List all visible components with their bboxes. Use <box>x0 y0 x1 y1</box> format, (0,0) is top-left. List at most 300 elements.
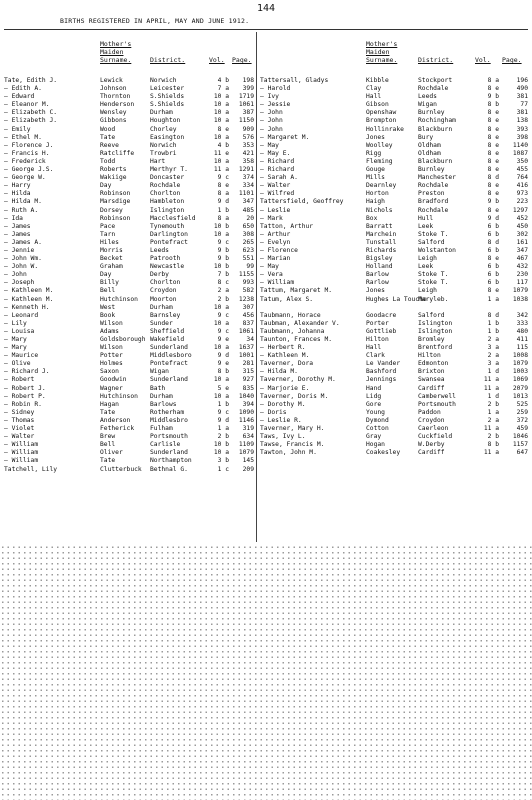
register-entry <box>4 263 254 271</box>
entry-page: 308 <box>242 230 254 238</box>
entry-volume: 9 b <box>487 93 499 101</box>
entry-volume: 8 e <box>487 255 499 263</box>
entry-volume: 9 c <box>217 311 229 319</box>
entry-name: — Evelyn <box>260 238 291 246</box>
register-entry <box>4 376 254 384</box>
register-entry <box>260 287 530 295</box>
register-entry <box>4 134 254 142</box>
register-entry <box>260 376 530 384</box>
entry-name: Tattersall, Gladys <box>260 77 329 84</box>
entry-mother-surname: Anderson <box>100 416 131 424</box>
register-entry <box>4 247 254 255</box>
entry-volume: 6 b <box>487 230 499 238</box>
mother-header: Mother's Maiden Surname. <box>366 40 398 64</box>
entry-mother-surname: Robinson <box>100 190 131 198</box>
entry-name: — Thomas <box>4 416 35 424</box>
register-entry <box>4 198 254 206</box>
entry-name: — Lily <box>4 319 27 327</box>
entry-mother-surname: Haigh <box>366 198 385 206</box>
entry-name: — Dorothy M. <box>260 400 306 408</box>
entry-page: 230 <box>516 271 528 279</box>
register-entry <box>260 255 530 263</box>
entry-volume: 2 a <box>487 352 499 360</box>
entry-name: — Margaret M. <box>260 133 310 141</box>
entry-district: Sunderland <box>150 344 188 352</box>
entry-volume: 1 d <box>487 392 499 400</box>
entry-name: — Joseph <box>4 279 35 287</box>
entry-district: Middlesboro <box>150 352 192 360</box>
entry-page: 350 <box>516 157 528 165</box>
entry-district: Rochdale <box>418 85 449 93</box>
entry-name: — Leslie <box>260 206 291 214</box>
register-entry <box>260 433 530 441</box>
entry-page: 1003 <box>512 368 528 376</box>
register-entry <box>260 360 530 368</box>
entry-mother-surname: Rarlow <box>366 279 389 287</box>
entry-name: — John Wm. <box>4 255 42 263</box>
entry-district: Durham <box>150 392 173 400</box>
entry-name: — George J.S. <box>4 166 54 174</box>
entry-district: Cuckfield <box>418 433 453 441</box>
entry-district: Islington <box>418 327 453 335</box>
entry-name: — Harold <box>260 85 291 93</box>
entry-volume: 11 a <box>483 384 499 392</box>
entry-mother-surname: Porter <box>366 319 389 327</box>
entry-page: 421 <box>242 149 254 157</box>
entry-mother-surname: Dymond <box>366 416 389 424</box>
entry-volume: 2 b <box>217 295 229 303</box>
entry-volume: 10 b <box>213 441 229 449</box>
entry-page: 334 <box>242 182 254 190</box>
entry-page: 358 <box>242 157 254 165</box>
entry-district: Camberwell <box>418 392 456 400</box>
entry-district: Croydon <box>150 287 177 295</box>
register-entry <box>260 352 530 360</box>
entry-volume: 1 b <box>487 319 499 327</box>
entry-page: 576 <box>242 133 254 141</box>
register-entry <box>4 174 254 182</box>
entry-volume: 8 e <box>487 157 499 165</box>
entry-page: 333 <box>516 319 528 327</box>
entry-district: Bethnal G. <box>150 465 188 473</box>
register-entry <box>260 174 530 182</box>
entry-name: — John <box>260 117 283 125</box>
page-header: Page. <box>502 56 522 64</box>
entry-page: 77 <box>520 101 528 109</box>
entry-district: Paddon <box>418 408 441 416</box>
entry-district: Hambleton <box>150 198 185 206</box>
entry-mother-surname: Pace <box>100 222 116 230</box>
entry-volume: 10 a <box>213 303 229 311</box>
entry-district: Leek <box>418 222 434 230</box>
entry-volume: 1 b <box>217 400 229 408</box>
entry-volume: 2 a <box>487 416 499 424</box>
entry-mother-surname: Bell <box>100 441 116 449</box>
entry-name: Taverner, Doris M. <box>260 392 329 400</box>
register-entry <box>260 182 530 190</box>
register-entry <box>260 247 530 255</box>
entry-name: — Marian <box>260 255 291 263</box>
entry-mother-surname: Roberts <box>100 166 127 174</box>
register-entry <box>4 312 254 320</box>
entry-volume: 9 e <box>217 360 229 368</box>
register-entry <box>4 385 254 393</box>
entry-page: 411 <box>516 336 528 343</box>
entry-district: Hull <box>418 214 434 222</box>
entry-district: Wigan <box>150 368 169 376</box>
register-entry <box>4 239 254 247</box>
entry-page: 459 <box>516 425 528 433</box>
entry-volume: 9 c <box>217 238 229 246</box>
entry-name: — Doris <box>260 408 287 416</box>
right-column <box>260 40 530 457</box>
entry-name: — Louisa <box>4 327 35 335</box>
entry-page: 209 <box>242 465 254 473</box>
register-entry <box>4 215 254 223</box>
entry-mother-surname: Tate <box>100 408 116 416</box>
register-entry <box>260 320 530 328</box>
register-entry <box>4 85 254 93</box>
entry-name: — James <box>4 230 31 238</box>
entry-district: Bromley <box>418 336 445 343</box>
entry-page: 909 <box>242 125 254 133</box>
register-entry <box>4 449 254 457</box>
entry-page: 452 <box>516 214 528 222</box>
entry-district: Swansea <box>418 376 445 384</box>
entry-district: Middlesbro <box>150 416 188 424</box>
entry-district: Northampton <box>150 457 192 465</box>
entry-volume: 2 a <box>487 336 499 343</box>
entry-page: 20 <box>246 214 254 222</box>
entry-mother-surname: Adams <box>100 327 119 335</box>
entry-page: 117 <box>516 279 528 287</box>
entry-name: — Leonard <box>4 311 39 319</box>
entry-name: — Wilfred <box>260 190 295 198</box>
entry-page: 490 <box>516 85 528 93</box>
register-entry <box>4 409 254 417</box>
register-entry <box>4 255 254 263</box>
register-entry <box>4 271 254 279</box>
entry-district: Durham <box>150 109 173 117</box>
entry-name: — Arthur <box>260 230 291 238</box>
entry-volume: 9 e <box>217 336 229 343</box>
entry-district: Tynemouth <box>150 222 185 230</box>
entry-name: — James A. <box>4 238 42 246</box>
entry-volume: 7 a <box>217 85 229 93</box>
entry-mother-surname: Gore <box>366 400 382 408</box>
entry-page: 353 <box>242 141 254 149</box>
entry-name: — Ivy <box>260 93 279 101</box>
entry-district: Leek <box>418 263 434 271</box>
entry-page: 837 <box>242 319 254 327</box>
entry-mother-surname: Saxon <box>100 368 119 376</box>
entry-mother-surname: Barratt <box>366 222 393 230</box>
register-entry <box>4 336 254 344</box>
entry-volume: 8 e <box>487 85 499 93</box>
entry-page: 551 <box>242 255 254 263</box>
entry-name: — Ethel M. <box>4 133 42 141</box>
entry-name: — Jessie <box>260 101 291 109</box>
entry-page: 1297 <box>512 206 528 214</box>
entry-page: 1001 <box>238 352 254 360</box>
entry-page: 1087 <box>512 149 528 157</box>
entry-volume: 9 d <box>217 416 229 424</box>
entry-mother-surname: Gouge <box>366 166 385 174</box>
entry-volume: 8 e <box>487 182 499 190</box>
entry-district: Brentford <box>418 344 453 352</box>
entry-name: — William <box>4 441 39 449</box>
entry-name: — Mary <box>4 336 27 343</box>
entry-mother-surname: Graham <box>100 263 123 271</box>
entry-volume: 9 d <box>217 198 229 206</box>
entry-volume: 6 b <box>487 271 499 279</box>
entry-mother-surname: Dorsey <box>100 206 123 214</box>
entry-volume: 8 b <box>217 368 229 376</box>
entry-mother-surname: Gottlieb <box>366 327 397 335</box>
entry-district: Bury <box>418 133 434 141</box>
entry-name: — Kathleen M. <box>260 352 310 360</box>
register-entry <box>260 126 530 134</box>
entry-volume: 10 a <box>213 109 229 117</box>
entry-district: Stoke T. <box>418 271 449 279</box>
district-header: District. <box>418 56 454 64</box>
entry-volume: 8 b <box>487 441 499 449</box>
entry-district: Oldham <box>418 149 441 157</box>
entry-mother-surname: Mills <box>366 174 385 182</box>
register-entry <box>4 344 254 352</box>
register-entry <box>260 449 530 457</box>
register-entry <box>4 93 254 101</box>
entry-name: — Richard J. <box>4 368 50 376</box>
entry-volume: 5 e <box>217 384 229 392</box>
entry-volume: 1 b <box>217 206 229 214</box>
entry-volume: 2 b <box>487 400 499 408</box>
entry-mother-surname: Brompton <box>366 117 397 125</box>
entry-mother-surname: Woolley <box>366 141 393 149</box>
entry-volume: 10 a <box>213 344 229 352</box>
left-column-header <box>4 40 254 77</box>
entry-page: 381 <box>516 109 528 117</box>
entry-page: 650 <box>242 222 254 230</box>
entry-name: — Jennie <box>4 246 35 254</box>
register-entry <box>260 401 530 409</box>
entry-page: 467 <box>516 255 528 263</box>
entry-mother-surname: Brew <box>100 433 116 441</box>
entry-page: 1008 <box>512 352 528 360</box>
entry-name: Taverner, Dorothy M. <box>260 376 336 384</box>
register-entry <box>4 296 254 304</box>
entry-mother-surname: Fleming <box>366 157 393 165</box>
entry-mother-surname: Kibble <box>366 77 389 84</box>
entry-page: 582 <box>242 287 254 295</box>
entry-volume: 8 e <box>487 117 499 125</box>
entry-name: — Sarah A. <box>260 174 298 182</box>
entry-mother-surname: Le Vander <box>366 360 401 368</box>
entry-name: — Ruth A. <box>4 206 39 214</box>
register-entry <box>4 223 254 231</box>
entry-volume: 11 a <box>213 166 229 174</box>
entry-district: Bradford <box>418 198 449 206</box>
entry-mother-surname: Wilson <box>100 319 123 327</box>
entry-page: 1140 <box>512 141 528 149</box>
entry-name: Taverner, Dora <box>260 360 314 368</box>
entry-name: — Maurice <box>4 352 39 360</box>
entry-mother-surname: Jennings <box>366 376 397 384</box>
entry-name: — Robert J. <box>4 384 46 392</box>
entry-name: Taubman, Alexander V. <box>260 319 340 327</box>
entry-page: 381 <box>516 93 528 101</box>
entry-district: Sheffield <box>150 327 185 335</box>
entry-volume: 10 a <box>213 93 229 101</box>
right-column-header <box>260 40 530 77</box>
left-column <box>4 40 254 474</box>
entry-volume: 3 b <box>217 457 229 465</box>
entry-mother-surname: Cotton <box>366 425 389 433</box>
entry-name: Tatton, Arthur <box>260 222 314 230</box>
entry-page: 99 <box>246 263 254 271</box>
register-entry <box>260 101 530 109</box>
entry-name: Tatchell, Lily <box>4 465 58 473</box>
register-entry <box>260 312 530 320</box>
entry-page: 374 <box>242 174 254 182</box>
entry-district: Wakefield <box>150 336 185 343</box>
entry-mother-surname: Lewick <box>100 77 123 84</box>
entry-district: Sunder <box>150 319 173 327</box>
entry-district: Newcastle <box>150 263 185 271</box>
entry-mother-surname: Richards <box>366 246 397 254</box>
entry-volume: 1 c <box>217 465 229 473</box>
entry-name: — Florence J. <box>4 141 54 149</box>
entry-mother-surname: Holland <box>366 263 393 271</box>
entry-name: Tatum, Alex S. <box>260 295 314 303</box>
register-entry <box>4 158 254 166</box>
entry-name: — John W. <box>4 263 39 271</box>
entry-page: 393 <box>516 125 528 133</box>
entry-district: Islington <box>418 319 453 327</box>
entry-mother-surname: Bell <box>100 287 116 295</box>
entry-page: 394 <box>242 400 254 408</box>
entry-volume: 6 b <box>487 246 499 254</box>
entry-district: Darlington <box>150 230 188 238</box>
entry-mother-surname: Gibbons <box>100 117 127 125</box>
entry-volume: 10 a <box>213 449 229 457</box>
register-entry <box>4 441 254 449</box>
register-entry <box>4 126 254 134</box>
entry-district: Moorton <box>150 295 177 303</box>
register-entry <box>4 101 254 109</box>
entry-page: 265 <box>242 238 254 246</box>
register-entry <box>260 190 530 198</box>
entry-district: Portsmouth <box>150 433 188 441</box>
entry-volume: 8 d <box>487 311 499 319</box>
entry-volume: 2 b <box>487 433 499 441</box>
entry-mother-surname: Gray <box>366 433 382 441</box>
entry-page: 1155 <box>238 271 254 279</box>
entry-name: — Eleanor M. <box>4 101 50 109</box>
entry-page: 198 <box>242 77 254 84</box>
entry-page: 138 <box>516 117 528 125</box>
entry-district: Salford <box>418 238 445 246</box>
entry-page: 1109 <box>238 441 254 449</box>
register-entry <box>4 320 254 328</box>
district-header: District. <box>150 56 186 64</box>
entry-district: Rotherham <box>150 408 185 416</box>
register-entry <box>260 279 530 287</box>
entry-mother-surname: Henderson <box>100 101 135 109</box>
mother-header: Mother's Maiden Surname. <box>100 40 132 64</box>
entry-mother-surname: Billy <box>100 279 119 287</box>
entry-mother-surname: Hilton <box>366 336 389 343</box>
entry-district: Wigan <box>418 101 437 109</box>
entry-mother-surname: Box <box>366 214 378 222</box>
entry-mother-surname: Day <box>100 271 112 279</box>
register-entry <box>4 352 254 360</box>
register-entry <box>260 417 530 425</box>
entry-mother-surname: Tarn <box>100 230 116 238</box>
entry-volume: 9 c <box>217 408 229 416</box>
entry-volume: 10 a <box>213 157 229 165</box>
register-entry <box>260 158 530 166</box>
entry-volume: 2 b <box>217 433 229 441</box>
entry-district: Preston <box>418 190 445 198</box>
page-header: Page. <box>232 56 252 64</box>
entry-mother-surname: Clay <box>366 85 382 93</box>
entry-district: Portsmouth <box>418 400 456 408</box>
register-entry <box>260 223 530 231</box>
entry-mother-surname: Hall <box>366 93 382 101</box>
entry-mother-surname: Marchein <box>366 230 397 238</box>
entry-volume: 4 b <box>217 141 229 149</box>
entry-district: Durham <box>150 303 173 311</box>
entry-page: 1238 <box>238 295 254 303</box>
entry-mother-surname: Hutchinson <box>100 295 138 303</box>
entry-district: Croydon <box>418 416 445 424</box>
register-entry <box>260 296 530 304</box>
entry-page: 302 <box>516 230 528 238</box>
vol-header: Vol. <box>475 56 491 64</box>
entry-name: — Richard <box>260 157 295 165</box>
entry-page: 1061 <box>238 327 254 335</box>
entry-name: — Hilda M. <box>260 368 298 376</box>
entry-name: — Violet <box>4 425 35 433</box>
register-entry <box>260 85 530 93</box>
entry-name: — William <box>4 449 39 457</box>
entry-mother-surname: Bigsley <box>366 255 393 263</box>
entry-page: 1046 <box>512 433 528 441</box>
entry-mother-surname: Robinson <box>100 214 131 222</box>
entry-page: 399 <box>242 85 254 93</box>
entry-page: 973 <box>516 190 528 198</box>
entry-mother-surname: Goodacre <box>366 311 397 319</box>
entry-volume: 8 e <box>487 190 499 198</box>
entry-district: Sunderland <box>150 449 188 457</box>
entry-district: Carlisle <box>150 441 181 449</box>
entry-volume: 8 e <box>487 125 499 133</box>
entry-page: 993 <box>242 279 254 287</box>
register-entry <box>260 328 530 336</box>
entry-district: W.Derby <box>418 441 445 449</box>
entry-mother-surname: West <box>100 303 116 311</box>
entry-volume: 9 c <box>217 327 229 335</box>
entry-volume: 10 a <box>213 230 229 238</box>
entry-district: Stoke T. <box>418 279 449 287</box>
entry-mother-surname: Morris <box>100 246 123 254</box>
register-entry <box>260 239 530 247</box>
entry-name: — Kathleen M. <box>4 295 54 303</box>
entry-page: 307 <box>242 303 254 311</box>
entry-name: — John <box>260 109 283 117</box>
register-entry <box>4 360 254 368</box>
